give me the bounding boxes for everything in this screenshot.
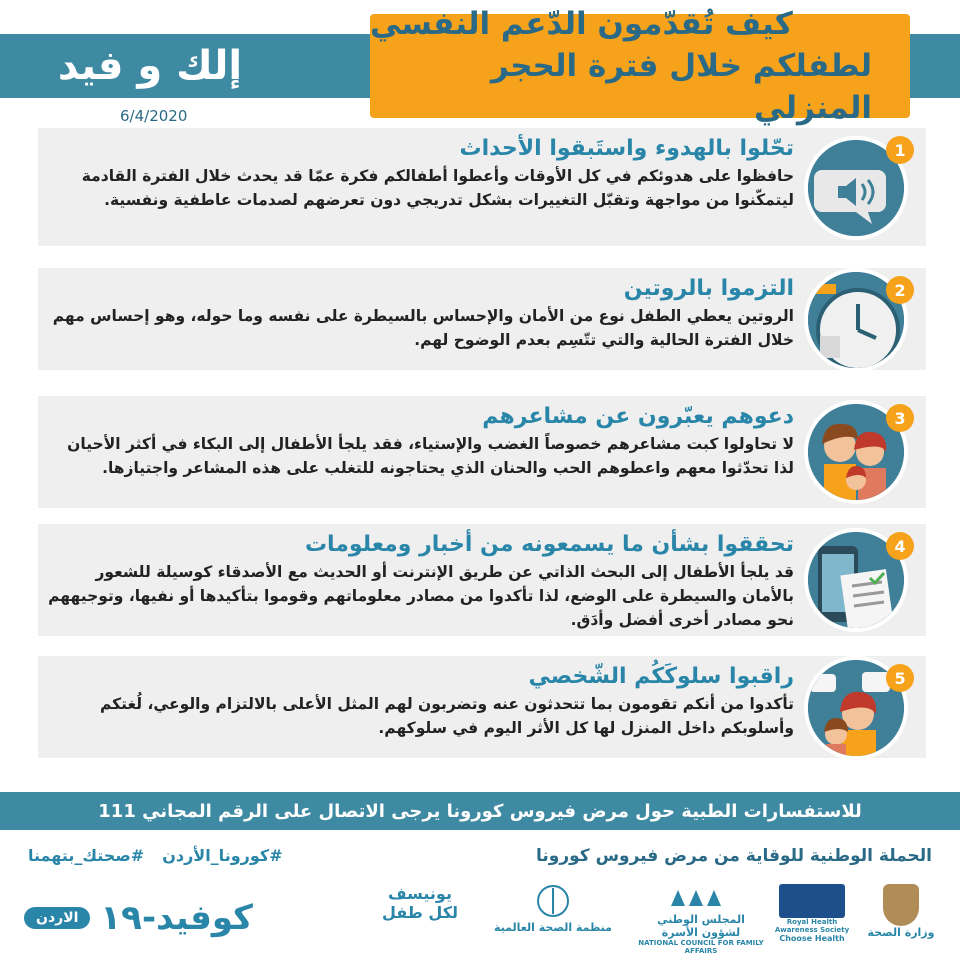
ncfa-name: المجلس الوطني لشؤون الأسرة <box>657 913 745 939</box>
tip-card-2 <box>38 268 926 370</box>
hotline-banner <box>0 792 960 830</box>
page-title-line2: لطفلكم خلال فترة الحجر المنزلي <box>490 48 872 126</box>
ncfa-logo <box>636 884 766 955</box>
covid-badge: الاردن <box>24 907 90 929</box>
hashtags <box>28 846 283 865</box>
rhas-logo <box>770 884 854 943</box>
rhas-heart-icon <box>779 884 845 918</box>
who-emblem-icon <box>536 884 570 918</box>
hotline-text: للاستفسارات الطبية حول مرض فيروس كورونا يرجى الاتصال على الرقم المجاني 111 <box>98 800 862 822</box>
campaign-text: الحملة الوطنية للوقاية من مرض فيروس كورونا <box>535 846 932 866</box>
rhas-subtitle: Choose Health <box>779 934 845 943</box>
tip-text: حافظوا على هدوئكم في كل الأوقات وأعطوا أطفالكم فكرة عمّا قد يحدث خلال الفترة القادمة ليتمكّنوا من مواجهة وتقبّل التغييرات بشكل تدريجي دون تعرضهم لصدمات عاطفية ونفسية. <box>81 167 794 209</box>
covid-jordan-logo <box>24 896 253 940</box>
logo-text: إلك و فيد <box>57 43 243 89</box>
tip-number: 5 <box>886 664 914 692</box>
logo <box>30 34 270 98</box>
moh-name: وزارة الصحة <box>867 926 935 939</box>
moh-logo <box>866 884 936 939</box>
tip-card-3 <box>38 396 926 508</box>
unicef-subtitle: لكل طفل <box>381 903 459 922</box>
tip-heading: التزموا بالروتين <box>623 276 794 301</box>
page-title-line1: كيف تُقدّمون الدّعم النفسي <box>370 6 793 42</box>
tip-illustration <box>796 524 926 636</box>
covid-title: كوفيد-١٩ <box>100 898 253 938</box>
tip-text: قد يلجأ الأطفال إلى البحث الذاتي عن طريق الإنترنت أو الحديث مع الأصدقاء كوسيلة للشعور بالأمان والسيطرة على الوضع، لذا تأكدوا من مصادر معلوماتهم وقوموا بتأكيدها أو نفيها، وتوجيههم نحو مصادر أخرى أفضل وأدَق. <box>48 563 794 629</box>
tip-illustration <box>796 128 926 246</box>
unicef-logo <box>360 884 480 922</box>
date: 6/4/2020 <box>120 107 188 125</box>
tip-illustration <box>796 656 926 758</box>
ncfa-emblem-icon <box>666 884 736 910</box>
tip-number: 3 <box>886 404 914 432</box>
hashtag: #كورونا_الأردن <box>162 846 283 865</box>
unicef-name: يونيسف <box>388 884 452 903</box>
tip-text: لا تحاولوا كبت مشاعرهم خصوصاً الغضب والإستياء، فقد يلجأ الأطفال إلى البكاء في أكثر الأحيان لذا تحدّثوا معهم واعطوهم الحب والحنان الذي يحتاجونه للتغلب على هذه المشاعر واجتيازها. <box>67 435 794 477</box>
ncfa-name-en: NATIONAL COUNCIL FOR FAMILY AFFAIRS <box>638 939 764 955</box>
tip-heading: دعوهم يعبّرون عن مشاعرهم <box>482 404 794 429</box>
tip-card-4 <box>38 524 926 636</box>
tip-heading: تحققوا بشأن ما يسمعونه من أخبار ومعلومات <box>304 532 794 557</box>
tip-text: الروتين يعطي الطفل نوع من الأمان والإحساس بالسيطرة على نفسه وما حوله، وهو إحساس مهم خلال الفترة الحالية والتي تتّسِم بعدم الوضوح لهم. <box>52 307 794 349</box>
tip-illustration <box>796 396 926 508</box>
who-logo <box>488 884 618 934</box>
tip-heading: راقبوا سلوكَكُم الشّخصي <box>528 664 794 689</box>
tip-card-5 <box>38 656 926 758</box>
who-name: منظمة الصحة العالمية <box>494 921 612 934</box>
tip-number: 2 <box>886 276 914 304</box>
hashtag: #صحتك_بتهمنا <box>28 846 145 865</box>
tip-heading: تحّلوا بالهدوء واستَبقوا الأحداث <box>459 136 794 161</box>
tip-card-1 <box>38 128 926 246</box>
rhas-name: Royal Health Awareness Society <box>774 918 850 934</box>
jordan-emblem-icon <box>883 884 919 926</box>
tip-text: تأكدوا من أنكم تقومون بما تتحدثون عنه وتضربون لهم المثل الأعلى بالالتزام والوعي، لُغتكم وأسلوبكم داخل المنزل لها كل الأثر اليوم في سلوكهم. <box>99 695 794 737</box>
tip-number: 4 <box>886 532 914 560</box>
tip-number: 1 <box>886 136 914 164</box>
title-box <box>370 6 910 126</box>
tip-illustration <box>796 268 926 370</box>
